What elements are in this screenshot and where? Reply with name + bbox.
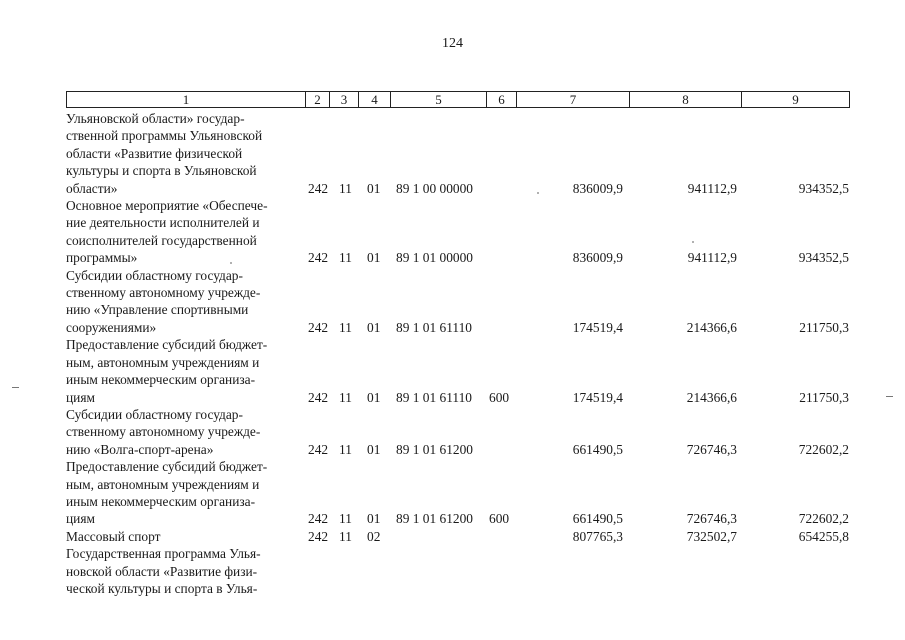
code-column-2: 242 [308,180,329,196]
description-line: Ульяновской области» государ- [66,111,245,126]
table-row [0,267,905,337]
code-column-3: 11 [339,511,352,527]
code-column-3: 11 [339,528,352,544]
description-line: области «Развитие физической [66,145,243,161]
amount-column-9: 211750,3 [799,319,849,335]
scan-mark [886,396,893,397]
code-column-2: 242 [308,528,329,544]
description-line: культуры и спорта в Ульяновской [66,163,257,179]
code-column-3: 11 [339,319,352,335]
table-row [0,110,905,197]
code-column-4: 01 [367,511,381,527]
description-line: сооружениями» [66,319,157,335]
amount-column-7: 836009,9 [572,250,623,266]
amount-column-7: 836009,9 [572,180,623,196]
row-values [0,180,905,197]
description-line: соисполнителей государственной [66,232,257,248]
table-row [0,406,905,458]
amount-column-9: 211750,3 [799,389,849,405]
description-line: иным некоммерческим организа- [66,493,256,509]
description-line: Субсидии областному государ- [66,267,243,283]
description-line: циям [66,511,95,527]
header-cell-7: 7 [516,92,629,107]
code-column-4: 01 [367,250,381,266]
code-column-5: 89 1 01 00000 [396,250,473,266]
description-line: Государственная программа Улья- [66,546,261,562]
amount-column-7: 661490,5 [572,441,623,457]
amount-column-7: 174519,4 [572,319,623,335]
description-line: Массовый спорт [66,528,161,544]
header-cell-1: 1 [182,92,190,107]
amount-column-7: 661490,5 [572,511,623,527]
amount-column-7: 174519,4 [572,389,623,405]
code-column-2: 242 [308,250,329,266]
amount-column-8: 214366,6 [686,319,737,335]
code-column-2: 242 [308,389,329,405]
description-line: ственному автономному учрежде- [66,285,261,301]
amount-column-9: 722602,2 [798,441,849,457]
code-column-2: 242 [308,511,329,527]
header-cell-4: 4 [358,92,390,107]
row-values [0,528,905,545]
code-column-3: 11 [339,389,352,405]
description-line: Субсидии областному государ- [66,406,243,422]
amount-column-8: 726746,3 [686,511,737,527]
amount-column-9: 654255,8 [798,528,849,544]
table-body [0,110,905,597]
description-line: области» [66,180,118,196]
table-row [0,545,905,597]
header-cell-8: 8 [629,92,741,107]
header-cell-5: 5 [390,92,486,107]
row-values [0,249,905,266]
amount-column-9: 934352,5 [798,180,849,196]
header-cell-6: 6 [486,92,516,107]
description-line: ние деятельности исполнителей и [66,215,260,231]
code-column-6: 600 [489,389,510,405]
row-values [0,319,905,336]
description-line: ным, автономным учреждениям и [66,354,260,370]
row-values [0,580,905,597]
code-column-2: 242 [308,319,329,335]
description-line: нию «Управление спортивными [66,302,249,318]
code-column-3: 11 [339,180,352,196]
amount-column-8: 214366,6 [686,389,737,405]
amount-column-8: 726746,3 [686,441,737,457]
description-line: новской области «Развитие физи- [66,563,258,579]
code-column-4: 01 [367,389,381,405]
description-line: программы» [66,250,138,266]
scan-mark [12,387,19,388]
header-cell-9: 9 [741,92,849,107]
description-line: нию «Волга-спорт-арена» [66,441,214,457]
row-values [0,441,905,458]
amount-column-8: 732502,7 [686,528,737,544]
amount-column-9: 722602,2 [798,511,849,527]
header-cell-2: 2 [305,92,329,107]
description-line: ным, автономным учреждениям и [66,476,260,492]
amount-column-8: 941112,9 [687,250,737,266]
code-column-4: 01 [367,441,381,457]
amount-column-8: 941112,9 [687,180,737,196]
description-line: ственному автономному учрежде- [66,424,261,440]
description-line: циям [66,389,95,405]
scan-speck [692,241,694,243]
code-column-5: 89 1 01 61200 [396,511,473,527]
scan-speck [537,192,539,194]
amount-column-9: 934352,5 [798,250,849,266]
description-line: Основное мероприятие «Обеспече- [66,198,268,214]
description-line: ственной программы Ульяновской [66,128,263,144]
table-row [0,528,905,545]
code-column-6: 600 [489,511,510,527]
code-column-4: 02 [367,528,381,544]
amount-column-7: 807765,3 [572,528,623,544]
description-line: ческой культуры и спорта в Улья- [66,580,258,596]
header-cell-3: 3 [329,92,358,107]
table-row [0,458,905,528]
scan-speck [230,262,232,264]
table-header [66,91,850,108]
description-line: Предоставление субсидий бюджет- [66,337,268,353]
table-row [0,197,905,267]
description-line: Предоставление субсидий бюджет- [66,459,268,475]
code-column-3: 11 [339,441,352,457]
code-column-4: 01 [367,180,381,196]
code-column-3: 11 [339,250,352,266]
code-column-5: 89 1 00 00000 [396,180,473,196]
table-row [0,336,905,406]
code-column-5: 89 1 01 61110 [396,389,473,405]
code-column-2: 242 [308,441,329,457]
row-values [0,389,905,406]
row-values [0,510,905,527]
code-column-4: 01 [367,319,381,335]
description-line: иным некоммерческим организа- [66,372,256,388]
code-column-5: 89 1 01 61200 [396,441,473,457]
code-column-5: 89 1 01 61110 [396,319,473,335]
page-number: 124 [442,36,463,51]
